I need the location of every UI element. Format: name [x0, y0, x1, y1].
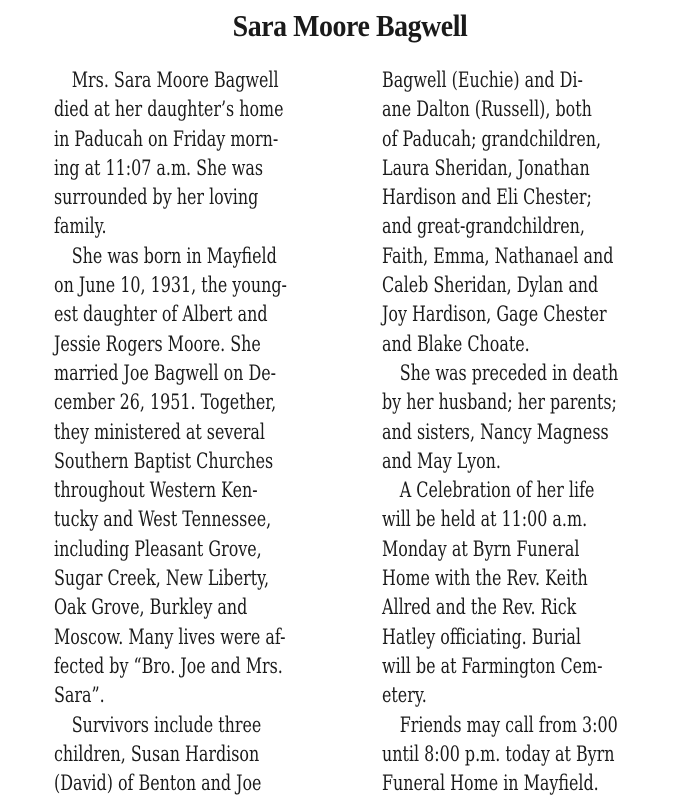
text-line: Oak Grove, Burkley and: [54, 595, 248, 621]
text-line: ane Dalton (Russell), both: [382, 97, 592, 123]
text-line: Hardison and Eli Chester;: [382, 185, 592, 211]
text-line: Laura Sheridan, Jonathan: [382, 155, 590, 181]
text-line: tucky and West Tennessee,: [54, 507, 272, 533]
text-line: children, Susan Hardison: [54, 741, 260, 767]
text-line: cember 26, 1951. Together,: [54, 390, 277, 416]
text-line: and sisters, Nancy Magness: [382, 419, 609, 445]
text-line: Mrs. Sara Moore Bagwell: [71, 68, 279, 93]
text-line: surrounded by her loving: [54, 185, 259, 211]
text-line: She was born in Mayfield: [71, 243, 277, 269]
right-column: [382, 66, 677, 798]
obituary-title: Sara Moore Bagwell: [232, 8, 468, 43]
left-column: [54, 66, 349, 798]
text-line: of Paducah; grandchildren,: [382, 126, 602, 152]
text-line: and great-grandchildren,: [382, 214, 585, 240]
text-line: until 8:00 p.m. today at Byrn: [382, 741, 615, 767]
text-line: Faith, Emma, Nathanael and: [382, 243, 614, 269]
text-line: Bagwell (Euchie) and Di-: [382, 68, 583, 93]
text-line: Survivors include three: [71, 712, 262, 738]
text-line: and May Lyon.: [382, 448, 501, 474]
text-line: Jessie Rogers Moore. She: [54, 331, 261, 357]
text-line: Hatley officiating. Burial: [382, 624, 582, 650]
text-line: Home with the Rev. Keith: [382, 566, 588, 592]
text-line: by her husband; her parents;: [382, 390, 617, 416]
text-line: including Pleasant Grove,: [54, 536, 262, 562]
text-line: Sara”.: [54, 683, 105, 709]
text-line: and Blake Choate.: [382, 331, 530, 357]
text-line: ing at 11:07 a.m. She was: [54, 155, 264, 181]
text-line: Caleb Sheridan, Dylan and: [382, 273, 599, 299]
text-line: family.: [54, 214, 107, 240]
text-line: died at her daughter’s home: [54, 97, 284, 123]
text-line: etery.: [382, 683, 427, 709]
text-line: Allred and the Rev. Rick: [382, 595, 577, 621]
text-line: Sugar Creek, New Liberty,: [54, 566, 270, 592]
text-line: Friends may call from 3:00: [399, 712, 618, 738]
text-line: will be held at 11:00 a.m.: [382, 507, 588, 533]
text-line: throughout Western Ken-: [54, 478, 258, 504]
text-line: est daughter of Albert and: [54, 302, 268, 328]
text-line: Joy Hardison, Gage Chester: [382, 302, 607, 328]
text-line: will be at Farmington Cem-: [382, 653, 603, 679]
text-line: A Celebration of her life: [399, 478, 595, 504]
text-line: fected by “Bro. Joe and Mrs.: [54, 653, 283, 679]
text-line: Southern Baptist Churches: [54, 448, 274, 474]
text-line: Funeral Home in Mayfield.: [382, 771, 599, 797]
text-line: Monday at Byrn Funeral: [382, 536, 580, 562]
text-line: on June 10, 1931, the young-: [54, 273, 287, 299]
text-line: married Joe Bagwell on De-: [54, 360, 277, 386]
text-line: (David) of Benton and Joe: [54, 771, 262, 797]
text-line: She was preceded in death: [399, 360, 619, 386]
text-line: they ministered at several: [54, 419, 265, 445]
text-line: Moscow. Many lives were af-: [54, 624, 286, 650]
text-line: in Paducah on Friday morn-: [54, 126, 279, 152]
